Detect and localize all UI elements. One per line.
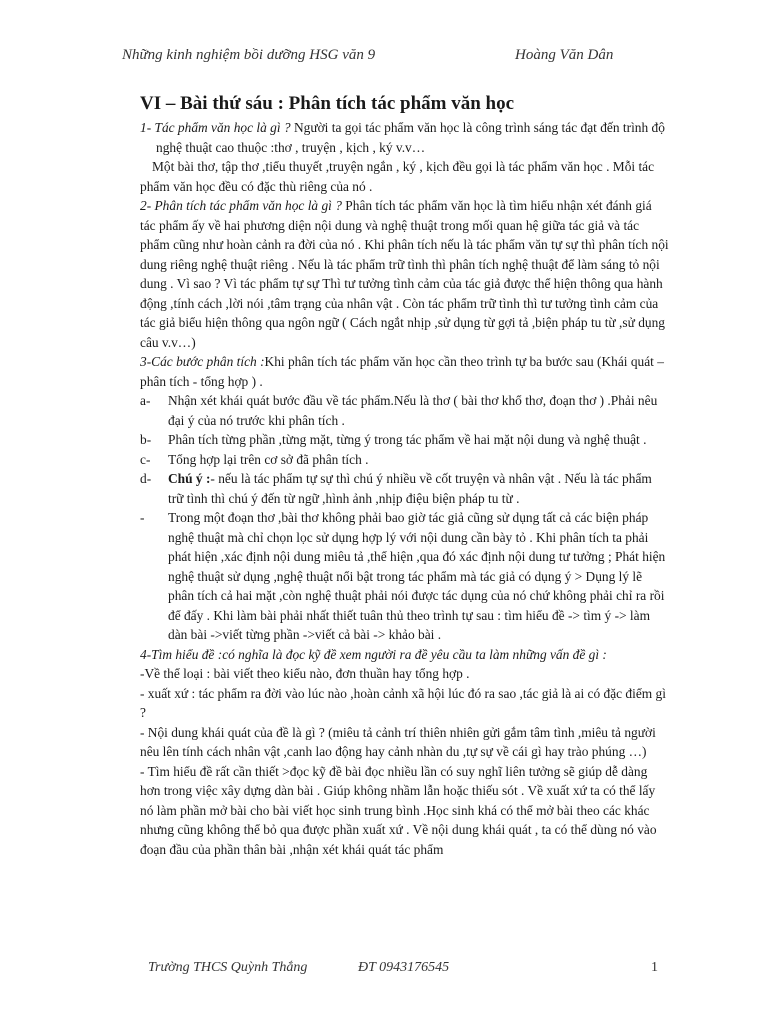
section-1 <box>140 118 670 157</box>
list-item: a- Nhận xét khái quát bước đầu về tác phẩm.Nếu là thơ ( bài thơ khổ thơ, đoạn thơ ) .Phải nêu đại ý của nó trước khi phân tích . <box>140 393 658 428</box>
section-3-body: Khi phân tích tác phẩm văn học cần theo trình tự ba bước sau (Khái quát – phân tích - tổng hợp ) . <box>140 354 664 389</box>
section-3-heading: 3-Các bước phân tích : <box>140 354 265 369</box>
section-4-heading: 4-Tìm hiểu đề :có nghĩa là đọc kỹ đề xem người ra đề yêu cầu ta làm những vấn đề gì : <box>140 646 607 662</box>
page-content <box>140 91 670 859</box>
section-3 <box>140 352 670 391</box>
lesson-title: VI – Bài thứ sáu : Phân tích tác phẩm văn học <box>140 93 515 114</box>
section-1-body: Người ta gọi tác phẩm văn học là công trình sáng tác đạt đến trình độ nghệ thuật cao thuộc :thơ , truyện , kịch , ký v.v… <box>156 120 665 155</box>
section-4-line: -Về thể loại : bài viết theo kiểu nào, đơn thuần hay tổng hợp . <box>140 666 470 681</box>
list-item: b- Phân tích từng phần ,từng mặt, từng ý trong tác phẩm về hai mặt nội dung và nghệ thuật . <box>140 432 647 447</box>
section-4-line: - Tìm hiểu đề rất cần thiết >đọc kỹ đề bài đọc nhiều lần có suy nghĩ liên tưởng sẽ giúp dễ dàng hơn trong việc xây dựng dàn bài . Giúp không nhầm lẫn hoặc thiếu sót . Về xuất xứ ta có thể lấy nó làm phần mở bài cho bài viết học sinh trung bình .Học sinh khá có thể mở bài theo các khác nhưng cũng không thể bỏ qua được phần xuất xứ . Về nội dung khái quát , ta có thể dùng nó vào đoạn đầu của phần thân bài ,nhận xét khái quát tác phẩm <box>140 763 657 857</box>
footer-school: Trường THCS Quỳnh Thắng <box>148 960 308 975</box>
section-1-paragraph: Một bài thơ, tập thơ ,tiểu thuyết ,truyện ngắn , ký , kịch đều gọi là tác phẩm văn học . Mỗi tác phẩm văn học đều có đặc thù riêng của nó . <box>140 159 655 194</box>
page-number: 1 <box>651 960 658 975</box>
section-2-body: Phân tích tác phẩm văn học là tìm hiểu nhận xét đánh giá tác phẩm ấy về hai phương diện nội dung và nghệ thuật trong mối quan hệ giữa tác giả và tác phẩm cũng như hoàn cảnh ra đời của nó . Khi phân tích nếu là tác phẩm văn tự sự thì phân tích nội dung riêng nghệ thuật riêng . Nếu là tác phẩm trữ tình thì phân tích nghệ thuật để làm sáng tỏ nội dung . Vì sao ? Vì tác phẩm tự sự Thì tư tưởng tình cảm của tác giả được thể hiện thông qua hành động ,tính cách ,lời nói ,tâm trạng của nhân vật . Còn tác phẩm trữ tình thì tư tưởng tình cảm của tác giả biểu hiện thông qua ngôn ngữ ( Cách ngắt nhịp ,sử dụng từ gợi tả ,biện pháp tu từ ,sử dụng câu v.v…) <box>140 198 669 350</box>
note-label: Chú ý : <box>168 471 211 486</box>
footer-phone: ĐT 0943176545 <box>358 960 450 975</box>
list-item: c- Tổng hợp lại trên cơ sở đã phân tích . <box>140 451 369 467</box>
section-4-line: - xuất xứ : tác phẩm ra đời vào lúc nào ,hoàn cảnh xã hội lúc đó ra sao ,tác giả là ai có đặc điểm gì ? <box>140 685 666 720</box>
header-left: Những kinh nghiệm bồi dưỡng HSG văn 9 <box>122 47 376 63</box>
section-2 <box>140 196 670 352</box>
header-author: Hoàng Văn Dân <box>515 47 614 63</box>
note-item: d- Chú ý :- nếu là tác phẩm tự sự thì chú ý nhiều về cốt truyện và nhân vật . Nếu là tác phẩm trữ tình thì chú ý đến từ ngữ ,hình ảnh ,nhịp điệu biện pháp tu từ . <box>140 471 652 506</box>
section-1-heading: 1- Tác phẩm văn học là gì ? <box>140 120 291 135</box>
note-text: - nếu là tác phẩm tự sự thì chú ý nhiều về cốt truyện và nhân vật . Nếu là tác phẩm trữ tình thì chú ý đến từ ngữ ,hình ảnh ,nhịp điệu biện pháp tu từ . <box>168 471 652 506</box>
section-4-line: - Nội dung khái quát của đề là gì ? (miêu tả cảnh trí thiên nhiên gửi gắm tâm tình ,miêu tả người nêu lên tính cách nhân vật ,canh lao động hay cảnh nhàn du ,tự sự về cái gì hay trào phúng …) <box>140 724 656 759</box>
section-2-heading: 2- Phân tích tác phẩm văn học là gì ? <box>140 198 342 213</box>
dash-item: - Trong một đoạn thơ ,bài thơ không phải bao giờ tác giả cũng sử dụng tất cả các biện pháp nghệ thuật mà chỉ chọn lọc sử dụng hợp lý với nội dung cần bày tỏ . Khi phân tích ta phải phát hiện ,xác định nội dung miêu tả ,thể hiện ,qua đó xác định nội dung tư tưởng ; Phát hiện nghệ thuật sử dụng ,nghệ thuật nổi bật trong tác phẩm mà tác giả có dụng ý > Dụng lý lẽ phân tích cả hai mặt ,còn nghệ thuật phải nói được tác dụng của nó chứ không phải chỉ ra rồi để đấy . Khi làm bài phải nhất thiết tuân thủ theo trình tự sau : tìm hiểu đề -> tìm ý -> làm dàn bài ->viết từng phần ->viết cả bài -> khảo bài . <box>140 510 666 642</box>
